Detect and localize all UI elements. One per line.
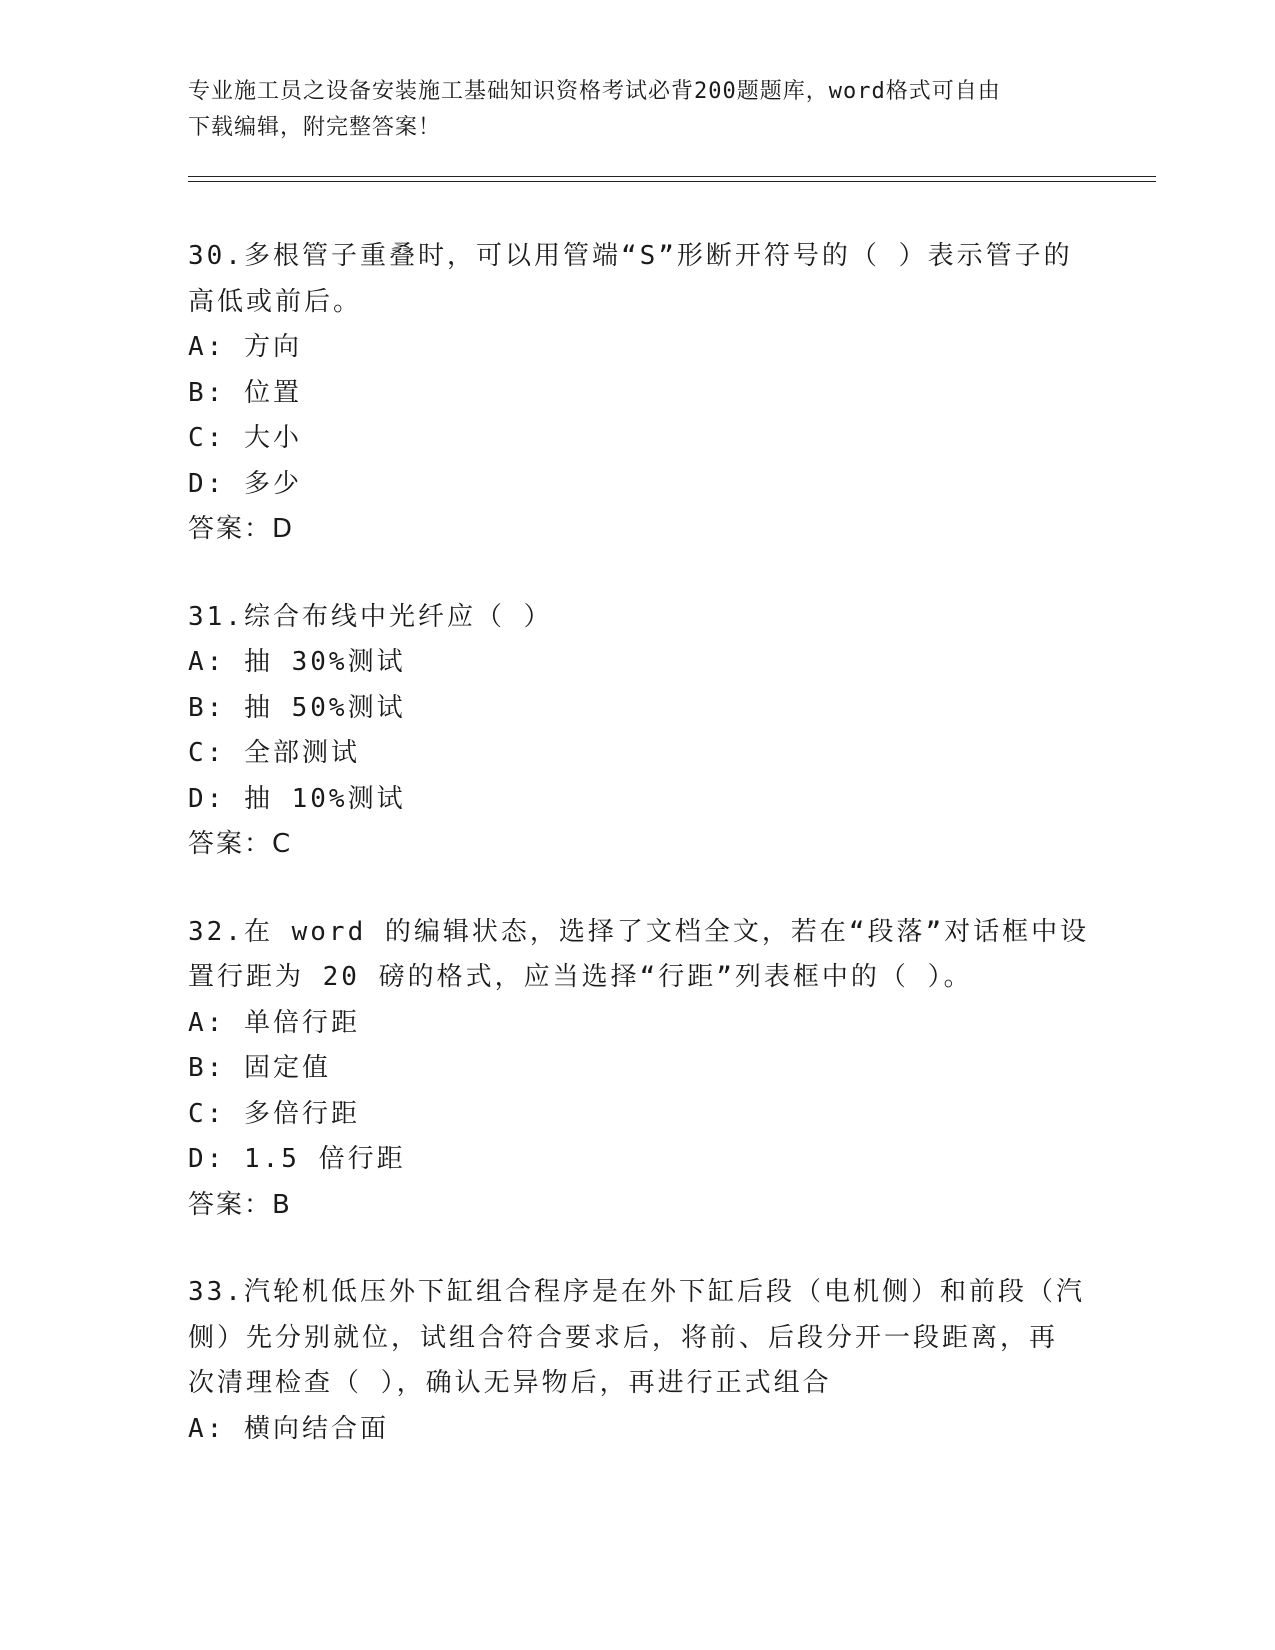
question-line: 33.汽轮机低压外下缸组合程序是在外下缸后段（电机侧）和前段（汽	[188, 1277, 1085, 1307]
question-31	[188, 595, 1088, 868]
question-line: 次清理检查（ ），确认无异物后，再进行正式组合	[188, 1368, 832, 1398]
question-line: 32.在 word 的编辑状态，选择了文档全文，若在“段落”对话框中设	[188, 916, 1090, 947]
answer-line: 答案：D	[188, 514, 295, 544]
option-a: A: 方向	[188, 332, 302, 362]
question-text	[188, 234, 1088, 325]
question-line: 高低或前后。	[188, 286, 363, 317]
option-b: B: 抽 50%测试	[188, 692, 406, 723]
header-divider	[188, 176, 1156, 182]
option-c: C: 大小	[188, 423, 302, 453]
question-30	[188, 234, 1088, 553]
question-line: 置行距为 20 磅的格式，应当选择“行距”列表框中的（ ）。	[188, 962, 973, 992]
header-line-2: 下载编辑，附完整答案！	[188, 115, 442, 140]
answer-line: 答案：B	[188, 1189, 292, 1220]
option-c: C: 全部测试	[188, 738, 360, 768]
option-d: D: 1.5 倍行距	[188, 1144, 406, 1174]
option-c: C: 多倍行距	[188, 1098, 360, 1129]
document-header	[188, 74, 1068, 146]
option-b: B: 位置	[188, 377, 302, 408]
question-32	[188, 910, 1088, 1229]
option-d: D: 抽 10%测试	[188, 783, 406, 814]
question-text	[188, 595, 1088, 641]
option-b: B: 固定值	[188, 1053, 331, 1083]
option-a: A: 横向结合面	[188, 1413, 389, 1444]
option-a: A: 抽 30%测试	[188, 647, 406, 677]
question-line: 31.综合布线中光纤应（ ）	[188, 601, 553, 632]
header-line-1: 专业施工员之设备安装施工基础知识资格考试必背200题题库，word格式可自由	[188, 79, 1001, 104]
question-33	[188, 1270, 1088, 1452]
option-d: D: 多少	[188, 468, 302, 499]
answer-line: 答案：C	[188, 829, 293, 859]
question-line: 侧）先分别就位，试组合符合要求后，将前、后段分开一段距离，再	[188, 1322, 1059, 1353]
question-text	[188, 910, 1088, 1001]
question-text	[188, 1270, 1088, 1407]
option-a: A: 单倍行距	[188, 1007, 360, 1038]
question-list	[188, 234, 1088, 1494]
question-line: 30.多根管子重叠时，可以用管端“S”形断开符号的（ ）表示管子的	[188, 241, 1073, 271]
